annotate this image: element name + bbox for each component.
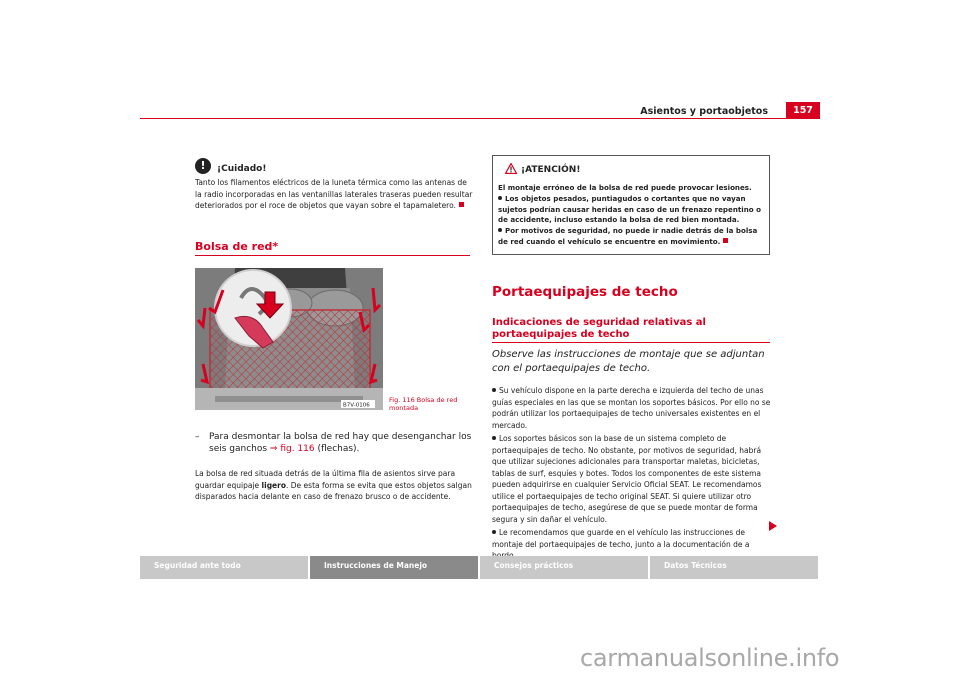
roof-intro: Observe las instrucciones de montaje que se adjuntan con el portaequipajes de techo. <box>492 349 765 374</box>
net-section-heading: Bolsa de red* <box>195 240 279 253</box>
list-item: Le recomendamos que guarde en el vehículo las instrucciones de montaje del portaequipajes de techo, junto a la documentación de a <box>492 528 750 549</box>
list-item: Su vehículo dispone en la parte derecha e izquierda del techo de unas guías especiales en las que se montan los soportes básicos. Por ello no se podrán utilizar los portaequipajes de techo universales existentes en el mercado. <box>492 386 771 430</box>
removal-step: – Para desmontar la bolsa de red hay que desenganchar los seis ganchos ⇒ fig. 116 (flechas). <box>195 432 472 454</box>
figure-code: B7V-0106 <box>343 402 370 409</box>
running-header-title: Asientos y portaobjetos <box>640 106 768 117</box>
warning-box <box>492 155 770 255</box>
bullet-icon <box>492 530 496 534</box>
warning-bullet: Los objetos pesados, puntiagudos o cortantes que no vayan sujetos podrían causar heridas en caso de un frenazo repentino o de accidente, incluso estando la bolsa de red bien montada. <box>498 193 761 225</box>
bullet-icon <box>498 196 502 200</box>
caution-title: ¡Cuidado! <box>217 164 267 174</box>
section-rule <box>195 255 470 256</box>
figure-116-photo <box>195 268 383 410</box>
page-number-badge: 157 <box>786 102 820 119</box>
tab-consejos[interactable]: Consejos prácticos <box>480 556 648 579</box>
tab-seguridad[interactable]: Seguridad ante todo <box>140 556 308 579</box>
end-of-section-icon <box>459 202 464 207</box>
bullet-icon <box>492 436 496 440</box>
warning-lead: El montaje erróneo de la bolsa de red puede provocar lesiones. <box>498 183 752 192</box>
subheading-rule <box>492 342 770 343</box>
step-dash: – <box>195 432 200 442</box>
net-description: La bolsa de red situada detrás de la última fila de asientos sirve para guardar equipaje ligero. De esta forma se evita que estos objetos salgan disparados hacia delante en caso de frenazo brusco o de accidente. <box>195 469 472 501</box>
roof-body <box>492 385 774 562</box>
figure-caption: Fig. 116 Bolsa de red montada <box>389 396 458 412</box>
warning-text <box>498 183 764 248</box>
caution-icon: ! <box>195 158 211 174</box>
continue-arrow-icon <box>769 521 777 531</box>
bullet-icon <box>492 388 496 392</box>
warning-title: ¡ATENCIÓN! <box>521 165 581 175</box>
chapter-nav <box>140 556 820 579</box>
caution-text: Tanto los filamentos eléctricos de la luneta térmica como las antenas de la radio incorporadas en las ventanillas laterales traseras pueden resultar deteriorados por el roce de objetos que vayan sobre el tapamaletero. <box>195 178 473 210</box>
caution-note <box>195 158 475 212</box>
figure-reference-link[interactable]: ⇒ fig. 116 <box>269 444 315 454</box>
warning-triangle-icon <box>505 163 517 174</box>
tab-instrucciones[interactable]: Instrucciones de Manejo <box>310 556 478 579</box>
roof-section-heading: Portaequipajes de techo <box>492 284 678 300</box>
cargo-net-illustration <box>195 268 383 410</box>
warning-bullet: Por motivos de seguridad, no puede ir nadie detrás de la bolsa de red cuando el vehículo se encuentre en movimiento. <box>498 226 758 246</box>
tab-datos-tecnicos[interactable]: Datos Técnicos <box>650 556 818 579</box>
watermark: carmanualsonline.info <box>580 644 840 672</box>
bullet-icon <box>498 228 502 232</box>
end-of-section-icon <box>723 238 728 243</box>
list-item: Los soportes básicos son la base de un sistema completo de portaequipajes de techo. No obstante, por motivos de seguridad, habrá que utilizar sujeciones adicionales para transportar maletas, bicicletas, tablas de surf, esquíes y botes. Todos los componentes de este sistema pueden adquirirse en cualquier Servicio Oficial SEAT. Le recomendamos utilice el portaequipajes de techo original SEAT. Si quiere utilizar otro portaequipajes de techo, asegúrese de que se puede montar de forma segura y sin dañar el vehículo. <box>492 434 762 524</box>
roof-subheading: Indicaciones de seguridad relativas al portaequipajes de techo <box>492 317 706 340</box>
header-rule <box>140 118 820 119</box>
